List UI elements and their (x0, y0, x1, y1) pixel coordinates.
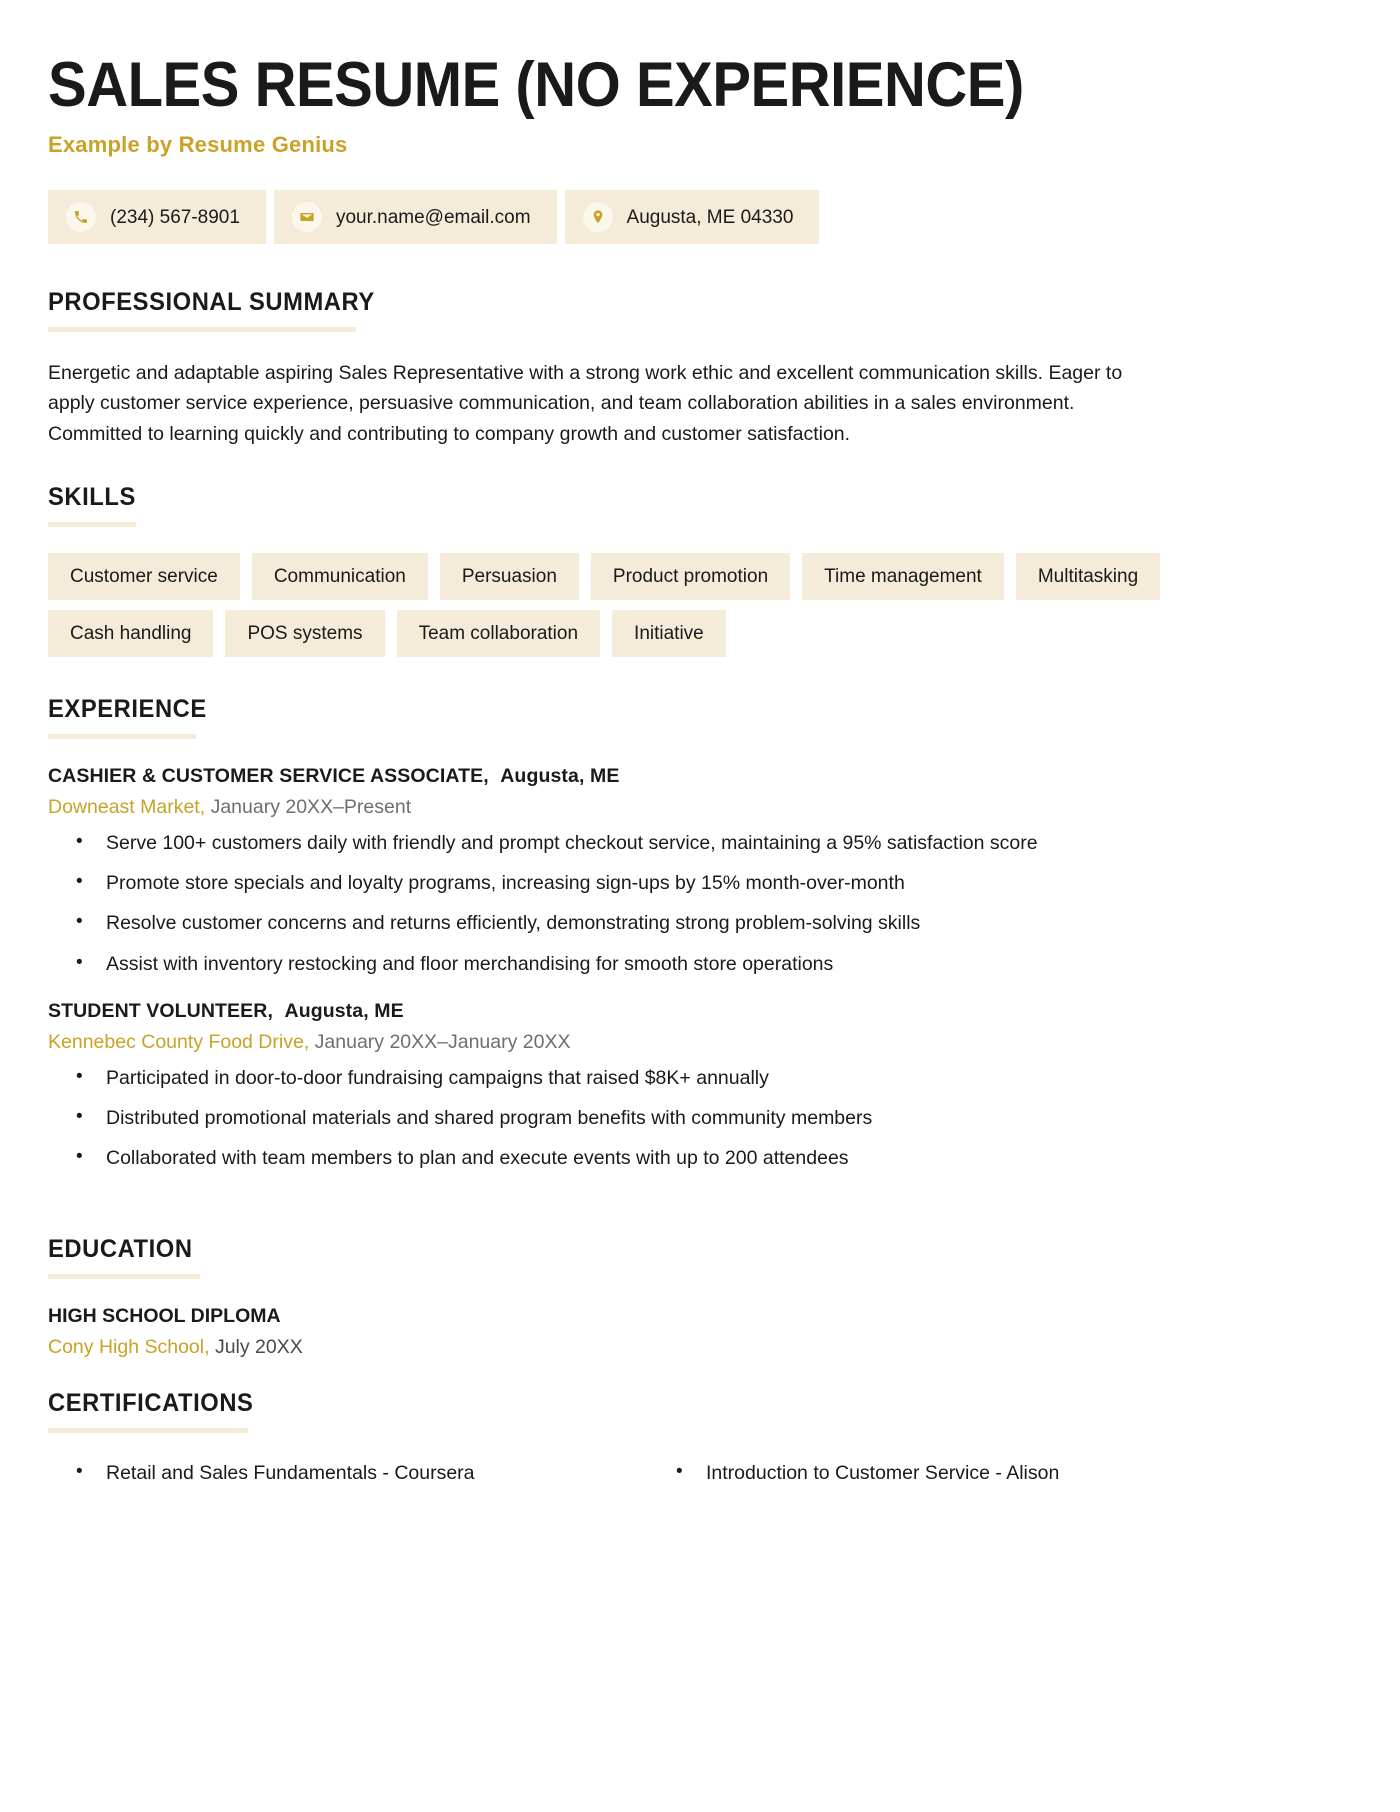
job-title: STUDENT VOLUNTEER, (48, 999, 273, 1022)
contact-phone[interactable] (48, 190, 266, 244)
section-heading-experience: EXPERIENCE (48, 694, 207, 723)
section-heading-certifications: CERTIFICATIONS (48, 1388, 254, 1417)
job-bullets (48, 1064, 1352, 1173)
section-heading-education: EDUCATION (48, 1234, 193, 1263)
education-degree: HIGH SCHOOL DIPLOMA (48, 1304, 281, 1327)
list-item: • Promote store specials and loyalty programs, increasing sign-ups by 15% month-over-month (106, 869, 1352, 897)
section-experience (48, 695, 1352, 1173)
skill-chip: Persuasion (440, 553, 579, 600)
skill-chip: Initiative (612, 610, 726, 657)
contact-email[interactable] (274, 190, 557, 244)
section-education (48, 1235, 1352, 1359)
list-item: • Collaborated with team members to plan and execute events with up to 200 attendees (106, 1144, 1352, 1172)
location-text: Augusta, ME 04330 (626, 206, 794, 228)
skill-chip: POS systems (225, 610, 384, 657)
section-divider (48, 327, 356, 332)
phone-text: (234) 567-8901 (110, 206, 240, 228)
school-name: Cony High School, (48, 1335, 210, 1358)
skill-chip: Cash handling (48, 610, 213, 657)
skill-chip: Customer service (48, 553, 240, 600)
list-item: • Distributed promotional materials and shared program benefits with community members (106, 1104, 1352, 1132)
list-item: • Introduction to Customer Service - Alison (648, 1459, 1352, 1487)
job-title: CASHIER & CUSTOMER SERVICE ASSOCIATE, (48, 764, 489, 787)
job-dates: January 20XX–Present (210, 795, 412, 818)
job-location: Augusta, ME (500, 764, 620, 787)
job-bullets (48, 829, 1352, 978)
job-dates: January 20XX–January 20XX (314, 1030, 571, 1053)
list-item: • Resolve customer concerns and returns efficiently, demonstrating strong problem-solving skills (106, 909, 1352, 937)
section-professional-summary (48, 288, 1352, 449)
phone-icon (66, 202, 96, 232)
skill-chip: Product promotion (591, 553, 790, 600)
map-pin-icon (583, 202, 613, 232)
skill-chip: Time management (802, 553, 1004, 600)
skill-chip: Communication (252, 553, 428, 600)
page-title: SALES RESUME (NO EXPERIENCE) (48, 50, 1024, 120)
envelope-icon (292, 202, 322, 232)
section-heading-summary: PROFESSIONAL SUMMARY (48, 288, 375, 317)
list-item: • Assist with inventory restocking and floor merchandising for smooth store operations (106, 950, 1352, 978)
job-meta-line (48, 796, 1352, 819)
skills-list (48, 553, 1170, 657)
section-divider (48, 1428, 248, 1433)
education-meta-line (48, 1336, 1352, 1359)
certifications-list (48, 1459, 1352, 1487)
job-location: Augusta, ME (284, 999, 404, 1022)
section-divider (48, 734, 196, 739)
section-skills (48, 483, 1352, 657)
employer-name: Downeast Market, (48, 795, 206, 818)
job-title-line (48, 1000, 1352, 1023)
section-divider (48, 1274, 200, 1279)
list-item: • Participated in door-to-door fundraising campaigns that raised $8K+ annually (106, 1064, 1352, 1092)
job-title-line (48, 765, 1352, 788)
employer-name: Kennebec County Food Drive, (48, 1030, 310, 1053)
section-heading-skills: SKILLS (48, 482, 136, 511)
list-item: • Retail and Sales Fundamentals - Coursera (48, 1459, 648, 1487)
skill-chip: Team collaboration (397, 610, 600, 657)
contact-location[interactable] (565, 190, 820, 244)
job-meta-line (48, 1031, 1352, 1054)
education-date: July 20XX (214, 1335, 303, 1358)
experience-entry (48, 1000, 1352, 1173)
layout-spacer (48, 1195, 1352, 1235)
experience-entry (48, 765, 1352, 978)
email-text: your.name@email.com (335, 206, 531, 228)
contact-bar (48, 190, 1352, 244)
summary-text: Energetic and adaptable aspiring Sales Representative with a strong work ethic and excellent communication skills. Eager to apply customer service experience, persuasive communication, and team collaboration abilities in a sales environment. Committed to learning quickly and contributing to company growth and customer satisfaction. (48, 362, 1123, 445)
page-subtitle: Example by Resume Genius (48, 132, 348, 158)
list-item: • Serve 100+ customers daily with friendly and prompt checkout service, maintaining a 95% satisfaction score (106, 829, 1352, 857)
section-certifications (48, 1389, 1352, 1487)
skill-chip: Multitasking (1016, 553, 1160, 600)
section-divider (48, 522, 136, 527)
